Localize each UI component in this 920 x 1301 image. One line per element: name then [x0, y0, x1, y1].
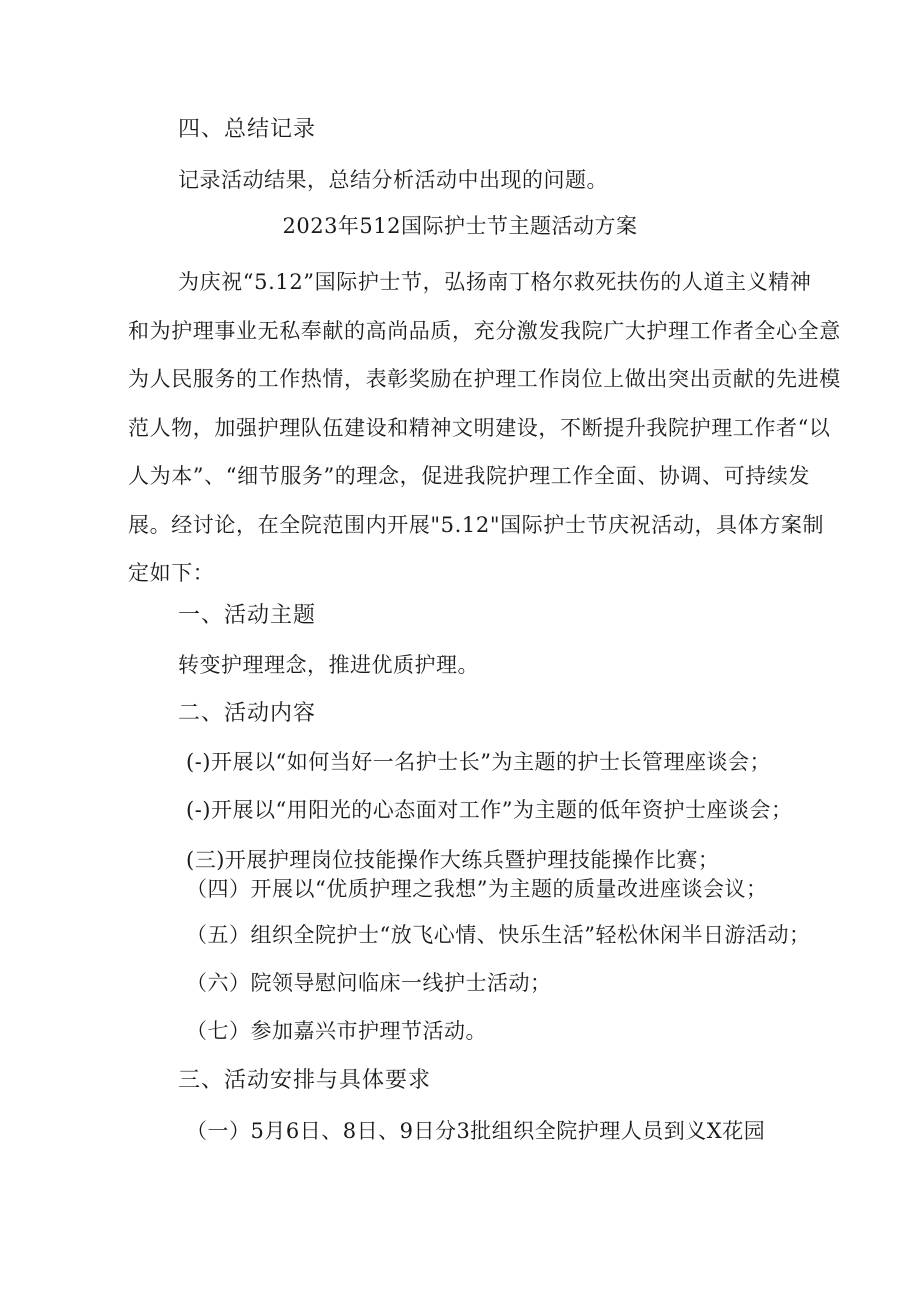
section-2-heading: 二、活动内容: [178, 701, 317, 726]
section-3-heading: 三、活动安排与具体要求: [178, 1068, 432, 1093]
section-2-item: （五）组织全院护士“放飞心情、快乐生活”轻松休闲半日游活动；: [186, 923, 811, 947]
intro-line: 展。经讨论，在全院范围内开展"5.12"国际护士节庆祝活动，具体方案制: [128, 512, 825, 537]
section-2-item: (-)开展以“用阳光的心态面对工作”为主题的低年资护士座谈会；: [186, 798, 793, 822]
document-title: 2023年512国际护士节主题活动方案: [282, 214, 638, 238]
section-2-item: （四）开展以“优质护理之我想”为主题的质量改进座谈会议；: [186, 877, 768, 901]
intro-line: 范人物，加强护理队伍建设和精神文明建设，不断提升我院护理工作者“以: [128, 415, 831, 440]
section-1-heading: 一、活动主题: [178, 603, 317, 628]
section-2-item: （六）院领导慰问临床一线护士活动；: [186, 971, 552, 995]
section-3-item: （一）5月6日、8日、9日分3批组织全院护理人员到义X花园: [186, 1119, 766, 1143]
intro-line: 为人民服务的工作热情，表彰奖励在护理工作岗位上做出突出贡献的先进模: [128, 367, 841, 391]
section-2-item: （七）参加嘉兴市护理节活动。: [186, 1019, 487, 1043]
section-1-text: 转变护理理念，推进优质护理。: [178, 653, 479, 677]
section-4-heading: 四、总结记录: [178, 117, 317, 142]
intro-line: 人为本”、“细节服务”的理念，促进我院护理工作全面、协调、可持续发: [128, 464, 811, 488]
intro-line: 定如下：: [128, 561, 215, 585]
section-2-item: (-)开展以“如何当好一名护士长”为主题的护士长管理座谈会；: [186, 750, 771, 774]
section-2-item: (三)开展护理岗位技能操作大练兵暨护理技能操作比赛；: [186, 848, 720, 872]
intro-paragraph: [128, 258, 841, 598]
intro-line: 和为护理事业无私奉献的高尚品质，充分激发我院广大护理工作者全心全意: [128, 318, 841, 343]
section-4-text: 记录活动结果，总结分析活动中出现的问题。: [178, 168, 608, 192]
intro-line: 为庆祝“5.12”国际护士节，弘扬南丁格尔救死扶伤的人道主义精神: [178, 270, 812, 294]
